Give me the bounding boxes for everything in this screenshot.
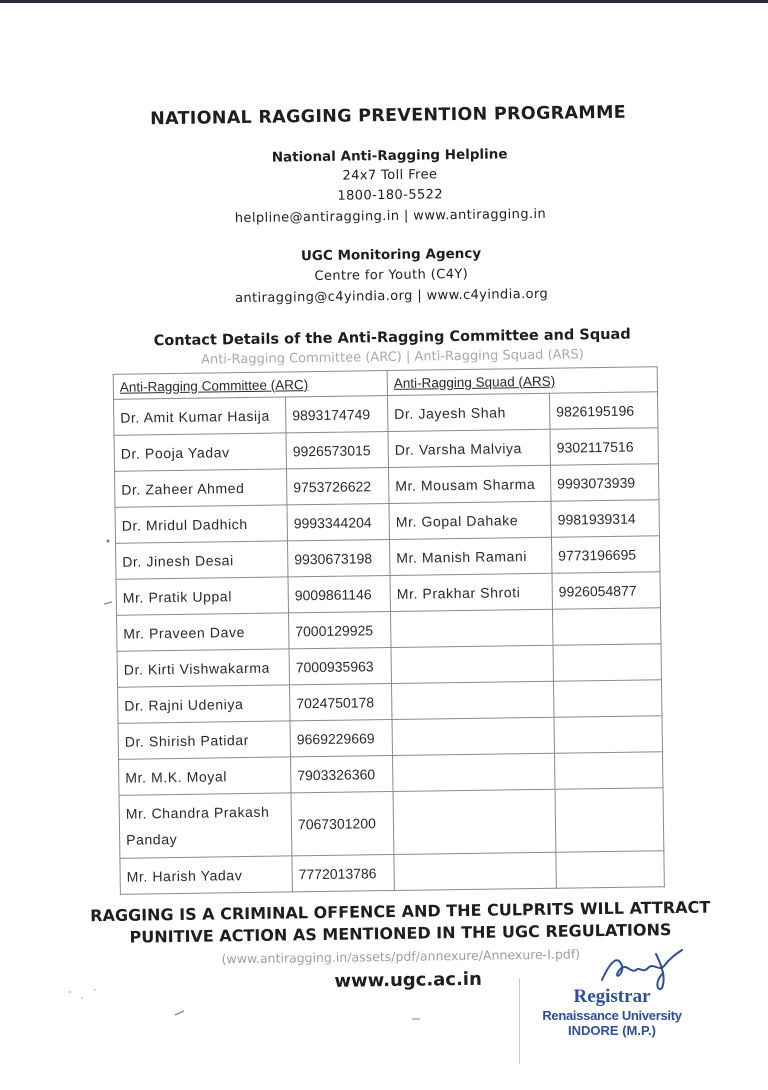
stamp-organization: Renaissance University (542, 1008, 682, 1023)
scan-speck (107, 540, 110, 543)
arc-member-phone: 7067301200 (291, 791, 394, 855)
arc-member-phone: 9930673198 (288, 540, 390, 577)
agency-contact: antiragging@c4yindia.org | www.c4yindia.org (234, 286, 549, 307)
scan-speck (81, 997, 83, 999)
ars-member-phone: 9981939314 (551, 500, 659, 538)
scan-speck (69, 991, 71, 993)
notice-line-2: PUNITIVE ACTION AS MENTIONED IN THE UGC REGULATIONS (129, 920, 672, 947)
ars-member-name: Dr. Varsha Malviya (388, 429, 550, 467)
arc-member-name: Dr. Rajni Udeniya (118, 685, 290, 723)
ars-member-name: Mr. Mousam Sharma (388, 465, 550, 503)
helpline-phone: 1800-180-5522 (337, 187, 444, 204)
arc-member-name: Dr. Kirti Vishwakarma (117, 649, 289, 687)
arc-member-phone: 7000129925 (289, 612, 391, 649)
arc-column-header: Anti-Ragging Committee (ARC) (119, 376, 309, 395)
notice-line-1: RAGGING IS A CRIMINAL OFFENCE AND THE CULPRITS WILL ATTRACT (90, 897, 711, 926)
ars-member-phone: 9773196695 (551, 536, 659, 574)
arc-member-phone: 9669229669 (290, 719, 392, 756)
contacts-heading: Contact Details of the Anti-Ragging Committee and Squad (153, 326, 631, 350)
helpline-availability: 24x7 Toll Free (342, 167, 438, 184)
ars-member-name: Mr. Prakhar Shroti (390, 573, 552, 611)
helpline-heading: National Anti-Ragging Helpline (271, 146, 508, 166)
stamp-city: INDORE (M.P.) (568, 1023, 656, 1038)
arc-member-name: Mr. Pratik Uppal (116, 577, 288, 615)
ars-member-phone: 9926054877 (552, 572, 660, 610)
arc-member-phone: 9993344204 (287, 504, 389, 541)
scan-speck (94, 989, 96, 991)
arc-member-name: Dr. Mridul Dadhich (115, 505, 287, 543)
agency-heading: UGC Monitoring Agency (300, 245, 482, 265)
arc-member-name: Mr. M.K. Moyal (119, 757, 291, 795)
ugc-website-link[interactable]: www.ugc.ac.in (334, 968, 482, 992)
notice-source-link[interactable]: (www.antiragging.in/assets/pdf/annexure/Annexure-I.pdf) (221, 946, 581, 967)
ars-member-name: Mr. Manish Ramani (389, 537, 551, 575)
arc-member-phone: 9926573015 (286, 432, 388, 469)
ars-member-phone: 9826195196 (549, 392, 657, 430)
arc-member-name: Dr. Zaheer Ahmed (115, 469, 287, 507)
stamp-title: Registrar (573, 986, 651, 1007)
arc-member-name: Mr. Chandra Prakash Panday (119, 793, 292, 858)
arc-member-phone: 9009861146 (288, 576, 390, 613)
ars-member-name: Dr. Jayesh Shah (387, 393, 549, 431)
ars-member-name: Mr. Gopal Dahake (389, 501, 551, 539)
arc-member-phone: 7000935963 (289, 647, 391, 684)
ars-member-phone: 9302117516 (550, 428, 658, 466)
page-title: NATIONAL RAGGING PREVENTION PROGRAMME (150, 102, 627, 130)
arc-member-phone: 9753726622 (286, 468, 388, 505)
scan-speck (175, 1011, 184, 1015)
arc-member-phone: 7903326360 (291, 755, 393, 792)
arc-member-name: Mr. Harish Yadav (120, 856, 292, 894)
arc-member-name: Dr. Pooja Yadav (114, 433, 286, 471)
arc-member-phone: 7772013786 (292, 854, 394, 891)
arc-member-phone: 7024750178 (290, 683, 392, 720)
arc-member-name: Dr. Amit Kumar Hasija (114, 397, 286, 435)
agency-name: Centre for Youth (C4Y) (314, 266, 469, 285)
ars-member-phone: 9993073939 (550, 464, 658, 502)
arc-member-name: Mr. Praveen Dave (117, 613, 289, 651)
arc-member-phone: 9893174749 (285, 396, 387, 433)
arc-member-name: Dr. Shirish Patidar (118, 721, 290, 759)
helpline-contact: helpline@antiragging.in | www.antiragging.in (234, 206, 547, 227)
ars-column-header: Anti-Ragging Squad (ARS) (393, 373, 556, 391)
scan-speck (104, 602, 112, 604)
arc-member-name: Dr. Jinesh Desai (116, 541, 288, 579)
contacts-legend: Anti-Ragging Committee (ARC) | Anti-Ragging Squad (ARS) (200, 347, 584, 368)
